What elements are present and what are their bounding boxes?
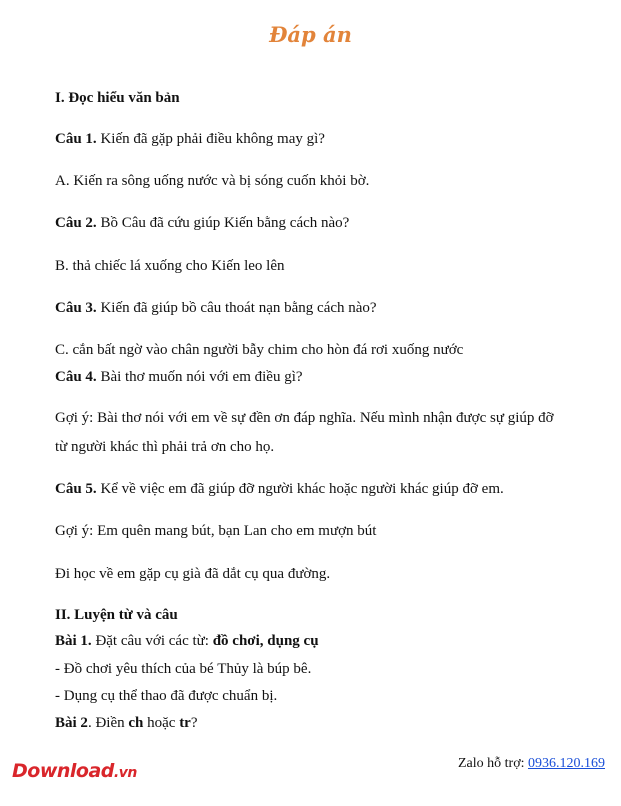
question-text: Kiến đã gặp phải điều không may gì? — [96, 131, 325, 147]
exercise-label: Bài 1. — [55, 633, 92, 649]
page-title: Đáp án — [269, 22, 352, 47]
question-text: Bồ Câu đã cứu giúp Kiến bằng cách nào? — [96, 215, 350, 231]
exercise-2 — [55, 714, 198, 732]
letter-ch: ch — [128, 715, 144, 731]
question-text: Bài thơ muốn nói với em điều gì? — [96, 369, 303, 385]
support-phone-link[interactable]: 0936.120.169 — [528, 756, 605, 771]
question-text: Kể về việc em đã giúp đỡ người khác hoặc người khác giúp đỡ em. — [96, 481, 504, 497]
zalo-support — [458, 756, 605, 772]
answer-5-line-2: Đi học về em gặp cụ già đã dắt cụ qua đường. — [55, 566, 331, 582]
exercise-label: Bài 2 — [55, 715, 88, 731]
exercise-1 — [55, 632, 319, 650]
question-label: Câu 1. — [55, 131, 97, 147]
logo-tld: .vn — [113, 765, 137, 781]
exercise-keywords: đồ chơi, dụng cụ — [212, 633, 319, 649]
question-1 — [55, 130, 325, 148]
question-text: Kiến đã giúp bồ câu thoát nạn bằng cách nào? — [96, 300, 377, 316]
exercise-text: ? — [190, 715, 198, 731]
download-vn-logo — [12, 760, 137, 782]
question-3 — [55, 299, 377, 317]
answer-4-line-1: Gợi ý: Bài thơ nói với em về sự đền ơn đáp nghĩa. Nếu mình nhận được sự giúp đỡ — [55, 410, 554, 426]
question-label: Câu 4. — [55, 369, 97, 385]
answer-5-line-1: Gợi ý: Em quên mang bút, bạn Lan cho em mượn bút — [55, 523, 377, 539]
exercise-text: hoặc — [143, 715, 180, 731]
support-label: Zalo hỗ trợ: — [458, 756, 528, 771]
answer-1: A. Kiến ra sông uống nước và bị sóng cuốn khỏi bờ. — [55, 173, 370, 189]
exercise-1-answer-2: - Dụng cụ thể thao đã được chuẩn bị. — [55, 688, 278, 704]
question-4 — [55, 368, 303, 386]
question-5 — [55, 480, 504, 498]
exercise-text: Đặt câu với các từ: — [91, 633, 213, 649]
exercise-text: . Điền — [87, 715, 129, 731]
question-label: Câu 3. — [55, 300, 97, 316]
section-heading-reading: I. Đọc hiểu văn bản — [55, 90, 180, 106]
exercise-1-answer-1: - Đồ chơi yêu thích của bé Thủy là búp bê. — [55, 661, 312, 677]
section-heading-vocabulary: II. Luyện từ và câu — [55, 607, 178, 623]
answer-2: B. thả chiếc lá xuống cho Kiến leo lên — [55, 258, 285, 274]
question-label: Câu 5. — [55, 481, 97, 497]
logo-main: Download — [12, 760, 114, 782]
question-2 — [55, 214, 349, 232]
letter-tr: tr — [179, 715, 191, 731]
question-label: Câu 2. — [55, 215, 97, 231]
answer-3: C. cắn bất ngờ vào chân người bẫy chim cho hòn đá rơi xuống nước — [55, 342, 464, 358]
answer-4-line-2: từ người khác thì phải trả ơn cho họ. — [55, 439, 275, 455]
